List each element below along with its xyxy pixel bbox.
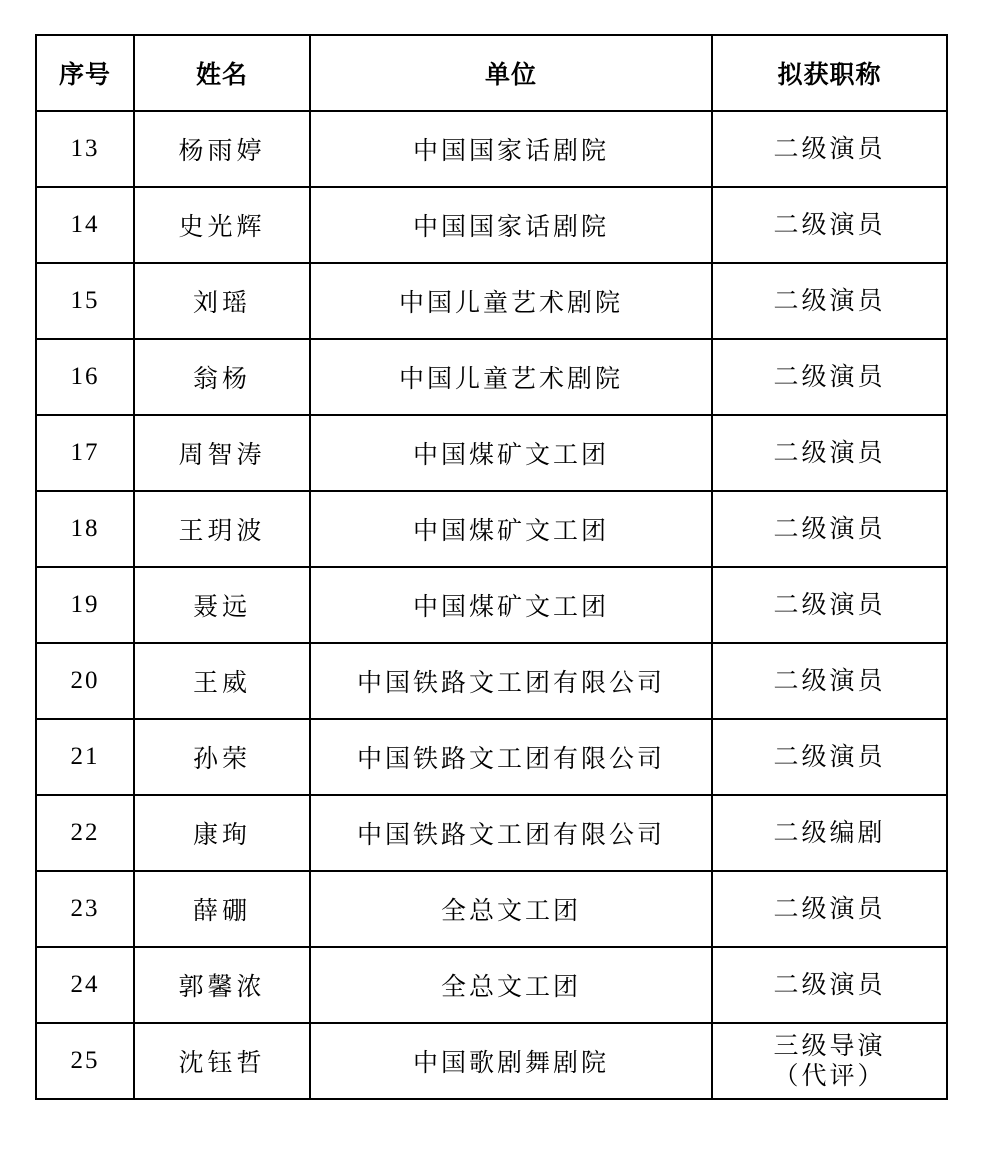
table-row (36, 871, 947, 947)
row-number: 14 (36, 187, 134, 263)
person-name: 薛硼 (134, 871, 310, 947)
work-unit: 中国国家话剧院 (310, 111, 712, 187)
proposed-title: 二级演员 (712, 719, 947, 795)
row-number: 25 (36, 1023, 134, 1099)
table-row (36, 111, 947, 187)
table-row (36, 947, 947, 1023)
table-header-row (36, 35, 947, 111)
proposed-title: 二级演员 (712, 111, 947, 187)
work-unit: 中国煤矿文工团 (310, 567, 712, 643)
work-unit: 全总文工团 (310, 871, 712, 947)
row-number: 20 (36, 643, 134, 719)
work-unit: 中国儿童艺术剧院 (310, 263, 712, 339)
proposed-title: 二级演员 (712, 947, 947, 1023)
table-row (36, 263, 947, 339)
person-name: 王玥波 (134, 491, 310, 567)
proposed-title: 二级演员 (712, 491, 947, 567)
table-row (36, 491, 947, 567)
proposed-title: 二级演员 (712, 871, 947, 947)
row-number: 19 (36, 567, 134, 643)
person-name: 王威 (134, 643, 310, 719)
row-number: 22 (36, 795, 134, 871)
table-row (36, 1023, 947, 1099)
person-name: 杨雨婷 (134, 111, 310, 187)
proposed-title: 二级演员 (712, 567, 947, 643)
person-name: 周智涛 (134, 415, 310, 491)
row-number: 18 (36, 491, 134, 567)
row-number: 17 (36, 415, 134, 491)
row-number: 15 (36, 263, 134, 339)
table-row (36, 339, 947, 415)
proposed-title: 三级导演 (773, 1031, 886, 1060)
work-unit: 中国铁路文工团有限公司 (310, 719, 712, 795)
header-no: 序号 (36, 35, 134, 111)
proposed-title: 二级演员 (712, 415, 947, 491)
proposed-title: 二级编剧 (712, 795, 947, 871)
header-title: 拟获职称 (712, 35, 947, 111)
work-unit: 中国铁路文工团有限公司 (310, 643, 712, 719)
work-unit: 中国国家话剧院 (310, 187, 712, 263)
person-name: 史光辉 (134, 187, 310, 263)
proposed-title: 二级演员 (712, 339, 947, 415)
table-row (36, 719, 947, 795)
work-unit: 中国煤矿文工团 (310, 491, 712, 567)
person-name: 聂远 (134, 567, 310, 643)
row-number: 13 (36, 111, 134, 187)
person-name: 翁杨 (134, 339, 310, 415)
person-name: 孙荣 (134, 719, 310, 795)
table-row (36, 415, 947, 491)
table-row (36, 567, 947, 643)
table-row (36, 643, 947, 719)
proposed-title: 二级演员 (712, 643, 947, 719)
table-row (36, 795, 947, 871)
person-name: 郭馨浓 (134, 947, 310, 1023)
work-unit: 中国歌剧舞剧院 (310, 1023, 712, 1099)
person-name: 刘瑶 (134, 263, 310, 339)
work-unit: 全总文工团 (310, 947, 712, 1023)
table-row (36, 187, 947, 263)
row-number: 24 (36, 947, 134, 1023)
proposed-title-note: （代评） (773, 1061, 886, 1090)
row-number: 23 (36, 871, 134, 947)
person-name: 康珣 (134, 795, 310, 871)
work-unit: 中国铁路文工团有限公司 (310, 795, 712, 871)
header-name: 姓名 (134, 35, 310, 111)
proposed-title-cell (712, 1023, 947, 1099)
work-unit: 中国儿童艺术剧院 (310, 339, 712, 415)
header-unit: 单位 (310, 35, 712, 111)
row-number: 21 (36, 719, 134, 795)
proposed-title: 二级演员 (712, 263, 947, 339)
row-number: 16 (36, 339, 134, 415)
work-unit: 中国煤矿文工团 (310, 415, 712, 491)
title-roster-table (35, 34, 948, 1100)
person-name: 沈钰哲 (134, 1023, 310, 1099)
proposed-title: 二级演员 (712, 187, 947, 263)
